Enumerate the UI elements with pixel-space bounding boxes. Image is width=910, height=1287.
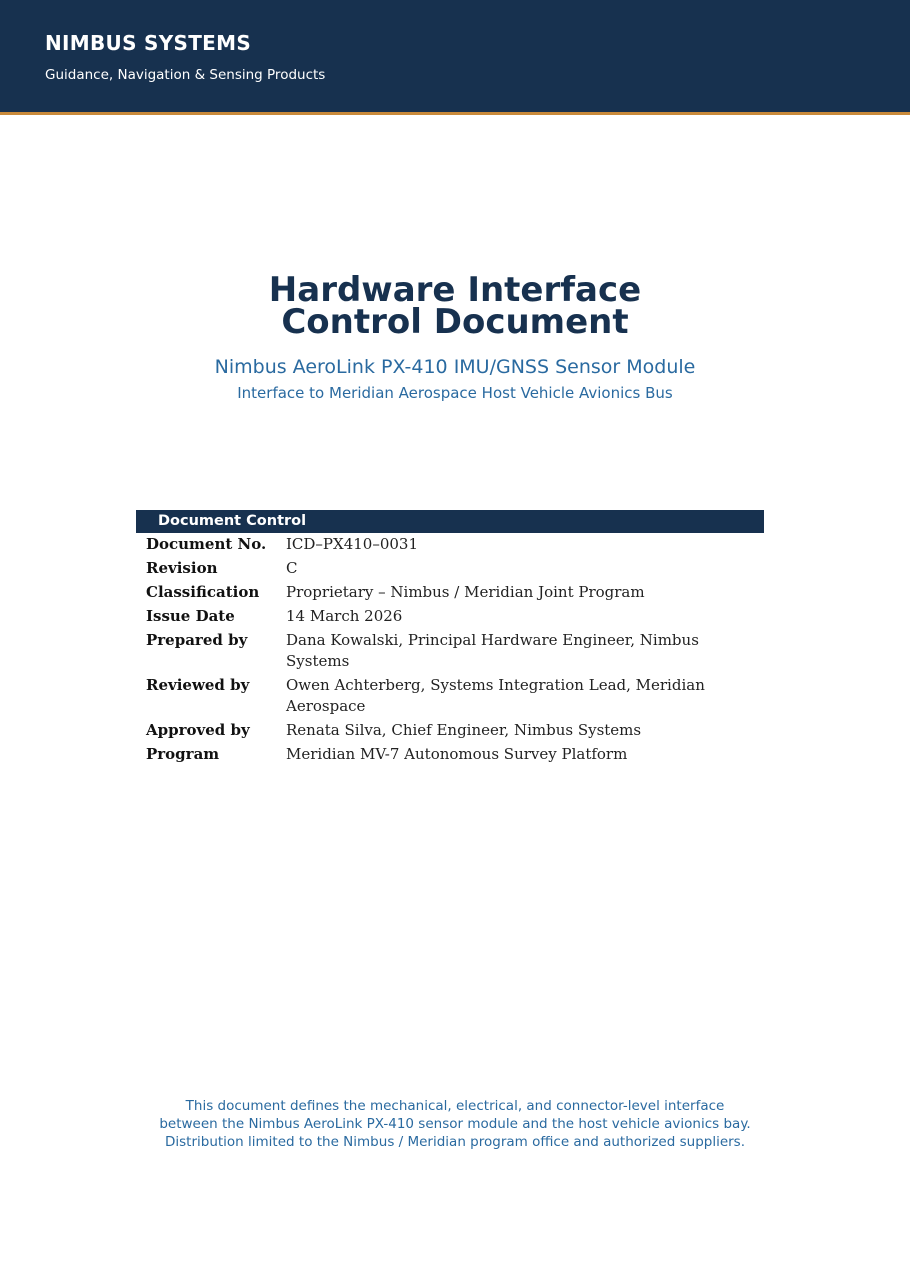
table-row: [136, 630, 764, 672]
row-label: Prepared by: [146, 631, 248, 649]
document-title: [0, 270, 910, 342]
title-block: [0, 270, 910, 403]
company-name: NIMBUS SYSTEMS: [45, 31, 252, 55]
row-value: ICD–PX410–0031: [286, 535, 419, 553]
row-value: Renata Silva, Chief Engineer, Nimbus Systems: [286, 721, 642, 739]
row-label: Reviewed by: [146, 676, 250, 694]
table-row: [136, 534, 764, 555]
row-value: Meridian MV-7 Autonomous Survey Platform: [286, 745, 628, 763]
table-row: [136, 720, 764, 741]
document-interface-subtitle: Interface to Meridian Aerospace Host Vehicle Avionics Bus: [237, 384, 673, 402]
table-row: [136, 582, 764, 603]
row-label: Issue Date: [146, 607, 235, 625]
row-value: Proprietary – Nimbus / Meridian Joint Program: [286, 583, 645, 601]
row-value: Owen Achterberg, Systems Integration Lead, Meridian Aerospace: [286, 676, 705, 715]
document-subtitle: Nimbus AeroLink PX-410 IMU/GNSS Sensor Module: [214, 356, 696, 378]
row-label: Approved by: [146, 721, 250, 739]
document-control-rows: [136, 533, 764, 765]
header-accent-rule: [0, 112, 910, 115]
document-control-heading: Document Control: [136, 510, 764, 533]
distribution-statement: This document defines the mechanical, electrical, and connector-level interface between the Nimbus AeroLink PX-410 sensor module and the host vehicle avionics bay. Distribution limited to the Nimbus / Meridian program office and authorized suppliers.: [159, 1098, 751, 1150]
table-row: [136, 744, 764, 765]
row-value: 14 March 2026: [286, 607, 403, 625]
row-label: Document No.: [146, 535, 267, 553]
table-row: [136, 606, 764, 627]
document-control-table: [136, 510, 764, 765]
document-title-line2: Control Document: [281, 302, 629, 342]
row-label: Classification: [146, 583, 260, 601]
header-band: [0, 0, 910, 112]
table-row: [136, 675, 764, 717]
row-label: Program: [146, 745, 220, 763]
document-title-line1: Hardware Interface: [268, 270, 642, 310]
row-value: Dana Kowalski, Principal Hardware Engineer, Nimbus Systems: [286, 631, 699, 670]
row-value: C: [286, 559, 298, 577]
row-label: Revision: [146, 559, 218, 577]
company-tagline: Guidance, Navigation & Sensing Products: [45, 67, 326, 83]
table-row: [136, 558, 764, 579]
